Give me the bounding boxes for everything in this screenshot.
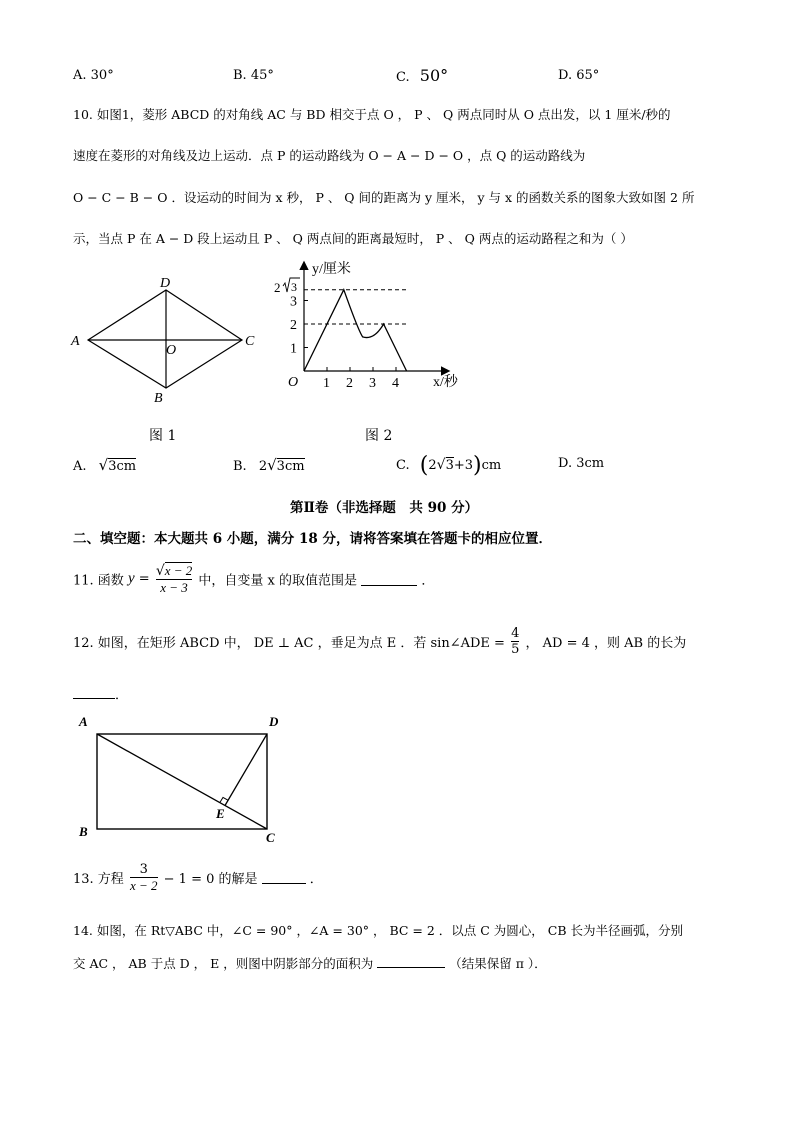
q11-y: y [127,570,135,587]
y-axis-label: y/厘米 [312,262,351,277]
diagonal-ac [97,734,267,829]
q13 [73,862,323,893]
label-o: O [166,343,177,358]
q10-option-c-label: C. [396,458,410,473]
q10-option-b [233,456,305,474]
q11-answer-blank[interactable] [361,573,417,586]
sqrt-sign: √ [267,456,277,474]
q13-denominator: x − 2 [129,878,158,893]
label-b: B [154,391,163,406]
figure1-caption: 图 1 [149,428,177,444]
q10-option-c-unit: cm [481,458,502,473]
figure3-rectangle [70,708,290,848]
q11-numerator: x − 2 [164,563,193,578]
q12-numerator: 4 [511,626,520,641]
q10-option-c [396,453,501,478]
q10-option-c-coef: 2 [428,458,437,473]
q9-option-d: D. 65° [558,68,600,83]
y-tick-label: 3 [290,294,297,310]
q11-prefix: 11. 函数 [73,573,124,589]
label-d: D [269,714,279,729]
q11-suffix: 中，自变量 x 的取值范围是 [198,573,358,589]
section2-header: 二、填空题：本大题共 6 小题，满分 18 分，请将答案填在答题卡的相应位置． [73,531,552,547]
q9-option-c [396,66,448,85]
q11-fraction [156,563,192,595]
paren-close: ) [473,453,482,478]
sqrt-sign: √ [98,456,109,474]
q14-answer-blank[interactable] [377,955,445,968]
figure2-caption: 图 2 [365,428,393,444]
q11 [73,563,434,595]
q12-suffix: ， AD = 4 ，则 AB 的长为 [525,636,687,651]
q10-option-b-coef: 2 [258,459,268,474]
q12-denominator: 5 [511,642,520,657]
label-c: C [266,830,275,845]
q10-line4: 示，当点 P 在 A − D 段上运动且 P 、 Q 两点间的距离最短时， P 、 Q 两点的运动路程之和为（ ） [73,231,633,246]
q10-line1: 10. 如图1，菱形 ABCD 的对角线 AC 与 BD 相交于点 O ， P 、 Q 两点同时从 O 点出发，以 1 厘米/秒的 [73,107,671,122]
q10-option-c-root: 3 [445,458,454,473]
q10-option-a [73,456,136,474]
x-tick-label: 2 [346,376,353,391]
q12-end: ． [115,688,129,703]
sqrt-sign: √ [155,563,165,579]
q9-option-b: B. 45° [233,68,274,83]
q11-eq: = [138,571,150,587]
label-d: D [160,276,171,291]
q10-option-d: D. 3cm [558,456,605,471]
q13-end: ． [309,872,323,887]
q11-end: ． [421,573,435,589]
figure1-rhombus [65,272,265,407]
section2-title: 第Ⅱ卷（非选择题 共 90 分） [290,500,479,516]
q10-option-c-plus: +3 [453,458,474,473]
figure2-graph [268,255,473,395]
q13-suffix: − 1 = 0 的解是 [163,872,258,887]
q13-answer-blank[interactable] [262,871,306,884]
label-b: B [79,824,88,839]
q13-fraction [130,862,158,893]
q12 [73,626,686,657]
q9-option-a: A. 30° [73,68,114,83]
rhombus-outline [88,290,242,388]
q10-option-a-value: 3cm [108,459,137,474]
q13-numerator: 3 [130,862,158,878]
q14-line2-suffix: （结果保留 π ）． [449,956,547,971]
q14-line1: 14. 如图，在 Rt▽ABC 中，∠C = 90° ，∠A = 30° ， BC = 2 ．以点 C 为圆心， CB 长为半径画弧，分别 [73,923,684,938]
function-curve [304,290,407,371]
q12-answer-line [73,684,128,703]
label-a: A [71,334,80,349]
q9-option-c-label: C. [396,70,410,85]
x-tick-label: 3 [369,376,376,391]
q10-option-b-label: B. [233,459,247,474]
x-tick-label: 4 [392,376,399,391]
q11-denominator: x − 3 [160,580,188,595]
q14-line2-prefix: 交 AC ， AB 于点 D ， E ，则图中阴影部分的面积为 [73,956,374,971]
q10-line3: O − C − B − O ．设运动的时间为 x 秒， P 、 Q 间的距离为 y 厘米， y 与 x 的函数关系的图象大致如图 2 所 [73,190,695,205]
sqrt-sign: √ [436,457,446,473]
y-tick-2root3-coef: 2 [274,280,281,295]
x-tick-label: 1 [323,376,330,391]
label-a: A [79,714,88,729]
q12-fraction [511,626,519,657]
q13-prefix: 13. 方程 [73,872,124,887]
q10-option-b-value: 3cm [276,459,305,474]
q10-line2: 速度在菱形的对角线及边上运动．点 P 的运动路线为 O − A − D − O ，点 Q 的运动路线为 [73,148,586,163]
q14-line2 [73,954,547,972]
origin-label: O [288,375,299,390]
q12-answer-blank[interactable] [73,686,115,699]
q9-option-c-value: 50° [419,66,449,85]
q10-option-a-label: A. [73,459,87,474]
segment-de [225,734,267,806]
y-tick-2root3-root: 3 [291,280,297,294]
y-tick-label: 1 [290,341,297,357]
label-e: E [216,806,225,821]
label-c: C [245,334,255,349]
q12-prefix: 12. 如图，在矩形 ABCD 中， DE ⊥ AC ，垂足为点 E ．若 sin∠ADE = [73,636,505,651]
x-axis-label: x/秒 [433,375,458,390]
y-tick-label: 2 [290,318,297,333]
paren-open: ( [419,453,429,478]
